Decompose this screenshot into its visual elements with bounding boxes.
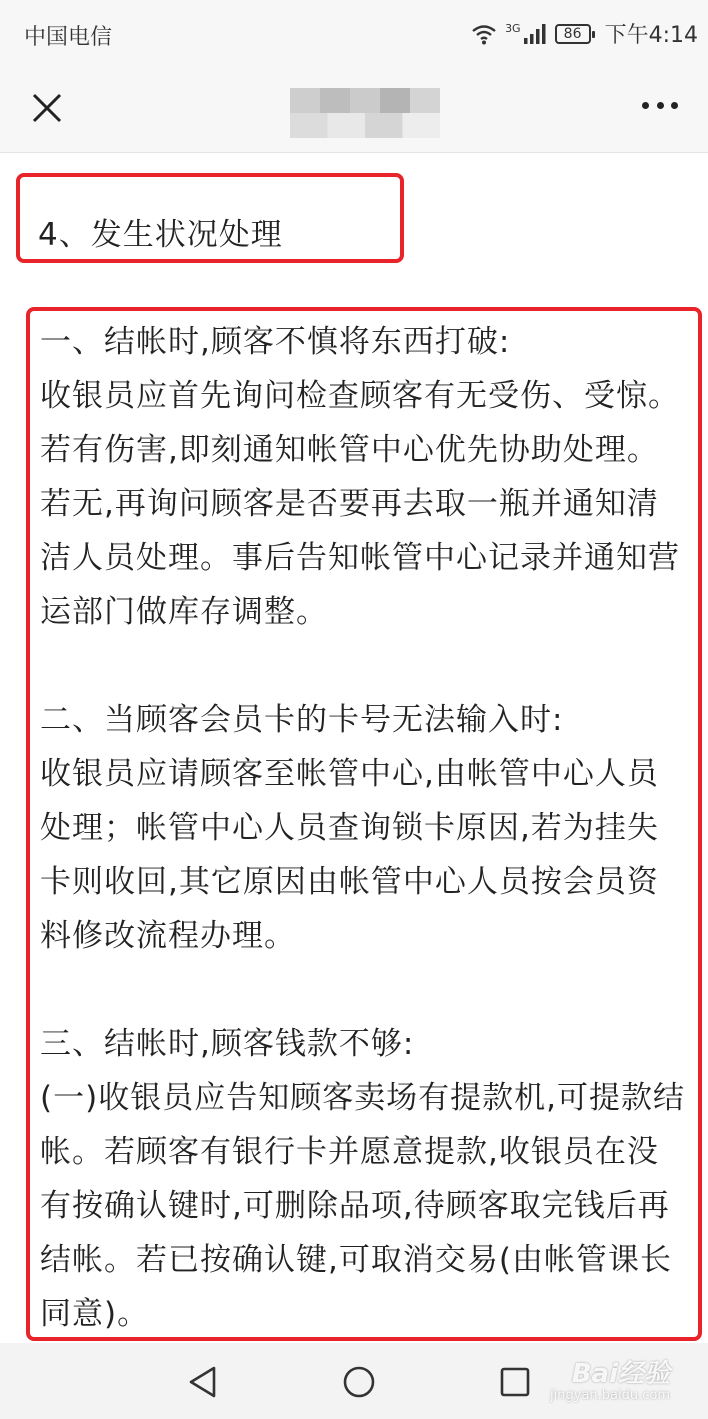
paragraph-1: 一、结帐时,顾客不慎将东西打破: 收银员应首先询问检查顾客有无受伤、受惊。若有伤害,即刻通知帐管中心优先协助处理。若无,再询问顾客是否要再去取一瓶并通知清洁人员处理。事后告知帐管中心记录并通知营运部门做库存调整。	[40, 324, 680, 630]
recent-apps-icon[interactable]	[500, 1367, 530, 1397]
more-icon[interactable]	[642, 102, 678, 112]
more-dot	[642, 102, 649, 109]
paragraph-3: 三、结帐时,顾客钱款不够: (一)收银员应告知顾客卖场有提款机,可提款结帐。若顾客有银行卡并愿意提款,收银员在没有按确认键时,可删除品项,待顾客取完钱后再结帐。若已按确认键,可取消交易(由帐管课长同意)。	[40, 1026, 686, 1332]
clock: 下午4:14	[604, 23, 698, 48]
wifi-icon	[471, 23, 497, 45]
system-nav-bar	[0, 1343, 708, 1419]
status-bar	[0, 0, 708, 72]
more-dot	[671, 102, 678, 109]
close-icon[interactable]	[30, 91, 64, 125]
page-title-blurred	[290, 88, 440, 138]
nav-bar	[0, 72, 708, 153]
network-type: 3G	[505, 22, 521, 35]
watermark-logo	[550, 1353, 670, 1403]
more-dot	[657, 102, 664, 109]
battery-level: 86	[563, 25, 582, 42]
home-icon[interactable]	[342, 1365, 376, 1399]
watermark-brand: Bai经验	[571, 1359, 670, 1389]
battery-icon	[555, 24, 591, 44]
paragraph-2: 二、当顾客会员卡的卡号无法输入时: 收银员应请顾客至帐管中心,由帐管中心人员处理；帐管中心人员查询锁卡原因,若为挂失卡则收回,其它原因由帐管中心人员按会员资料修改流程办理。	[40, 702, 659, 954]
article-content	[0, 153, 708, 1343]
watermark-site: jingyan.baidu.com	[550, 1388, 670, 1403]
status-icons	[471, 18, 698, 49]
signal-icon	[523, 23, 547, 45]
article-body	[40, 315, 690, 1341]
carrier-label: 中国电信	[24, 25, 113, 50]
back-icon[interactable]	[186, 1365, 220, 1399]
section-heading: 4、发生状况处理	[38, 217, 283, 253]
